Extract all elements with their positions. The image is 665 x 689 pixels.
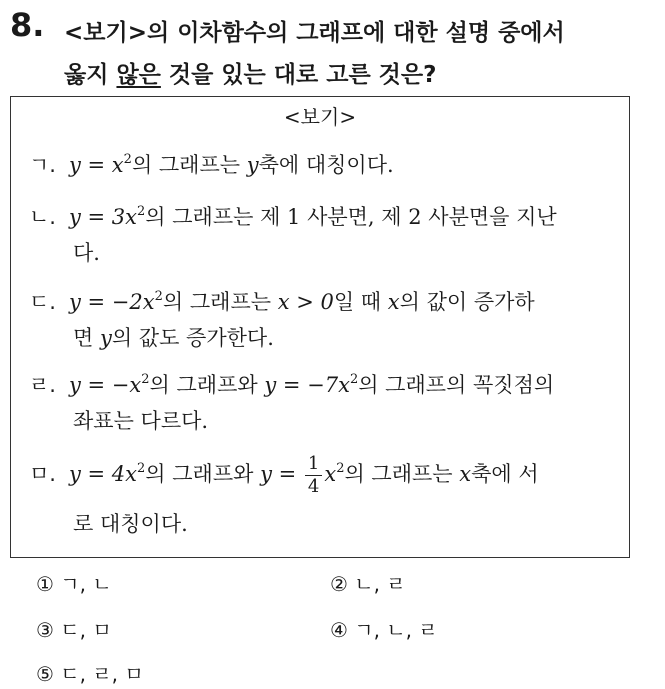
item-marker: ㄹ. <box>29 373 56 397</box>
item-continuation: 로 대칭이다. <box>73 512 188 536</box>
choice-2[interactable]: ② ㄴ, ㄹ <box>330 572 406 596</box>
variable: x <box>459 462 472 486</box>
item-continuation: 좌표는 다르다. <box>73 409 209 433</box>
item-marker: ㄴ. <box>29 205 56 229</box>
exponent: 2 <box>154 289 163 304</box>
exponent: 2 <box>137 204 146 219</box>
item-text: 의 값이 증가하 <box>399 290 535 314</box>
item-text: 의 그래프는 제 1 사분면, 제 2 사분면을 지난 <box>145 205 557 229</box>
item-text: 의 그래프는 <box>162 290 278 314</box>
item-marker: ㅁ. <box>29 462 56 486</box>
bogi-item-4 <box>29 367 619 439</box>
bogi-item-3 <box>29 284 619 356</box>
exponent: 2 <box>336 461 345 476</box>
bogi-item-5 <box>29 455 619 542</box>
question-line2 <box>64 54 654 96</box>
item-text: 의 값도 증가한다. <box>111 326 274 350</box>
equation: y = <box>260 462 303 486</box>
fraction-numerator: 1 <box>305 455 322 476</box>
question-line2-pre: 옳지 <box>64 62 117 88</box>
question-number: 8. <box>10 6 45 44</box>
exponent: 2 <box>137 461 146 476</box>
fraction-denominator: 4 <box>307 476 320 497</box>
item-text: 의 그래프는 <box>131 153 247 177</box>
item-text: 의 그래프와 <box>145 462 261 486</box>
choice-3[interactable]: ③ ㄷ, ㅁ <box>36 618 112 642</box>
choice-1[interactable]: ① ㄱ, ㄴ <box>36 572 112 596</box>
inequality: x > 0 <box>277 290 334 314</box>
equation: y = 3x <box>69 205 138 229</box>
item-text: 축에 대칭이다. <box>258 153 394 177</box>
item-text: 면 <box>73 326 100 350</box>
item-continuation: 다. <box>73 241 100 265</box>
equation: y = 4x <box>69 462 138 486</box>
bogi-item-2 <box>29 199 619 271</box>
variable: y <box>246 153 259 177</box>
bogi-title: <보기> <box>283 105 357 129</box>
item-continuation <box>29 320 619 356</box>
item-text: 축에 서 <box>471 462 539 486</box>
variable: x <box>387 290 400 314</box>
bogi-item-1 <box>29 147 619 183</box>
equation: y = −2x <box>69 290 155 314</box>
question-line2-post: 것을 있는 대로 고른 것은? <box>160 62 437 88</box>
variable: y <box>99 326 112 350</box>
exponent: 2 <box>141 372 150 387</box>
item-marker: ㄱ. <box>29 153 56 177</box>
question-line1: <보기>의 이차함수의 그래프에 대한 설명 중에서 <box>64 20 565 46</box>
item-text: 의 그래프는 <box>344 462 460 486</box>
question-underlined-word: 않은 <box>116 62 161 88</box>
question-text <box>64 12 654 96</box>
item-text: 의 그래프와 <box>149 373 265 397</box>
exponent: 2 <box>123 152 132 167</box>
exponent: 2 <box>349 372 359 387</box>
equation: y = −7x <box>264 373 350 397</box>
equation: y = x <box>69 153 124 177</box>
choice-5[interactable]: ⑤ ㄷ, ㄹ, ㅁ <box>36 662 144 686</box>
item-marker: ㄷ. <box>29 290 56 314</box>
choice-4[interactable]: ④ ㄱ, ㄴ, ㄹ <box>330 618 438 642</box>
item-text: 의 그래프의 꼭짓점의 <box>358 373 555 397</box>
item-text: 일 때 <box>333 290 388 314</box>
equation: y = −x <box>69 373 142 397</box>
variable: x <box>324 462 337 486</box>
fraction <box>305 455 322 496</box>
bogi-box <box>10 96 630 558</box>
